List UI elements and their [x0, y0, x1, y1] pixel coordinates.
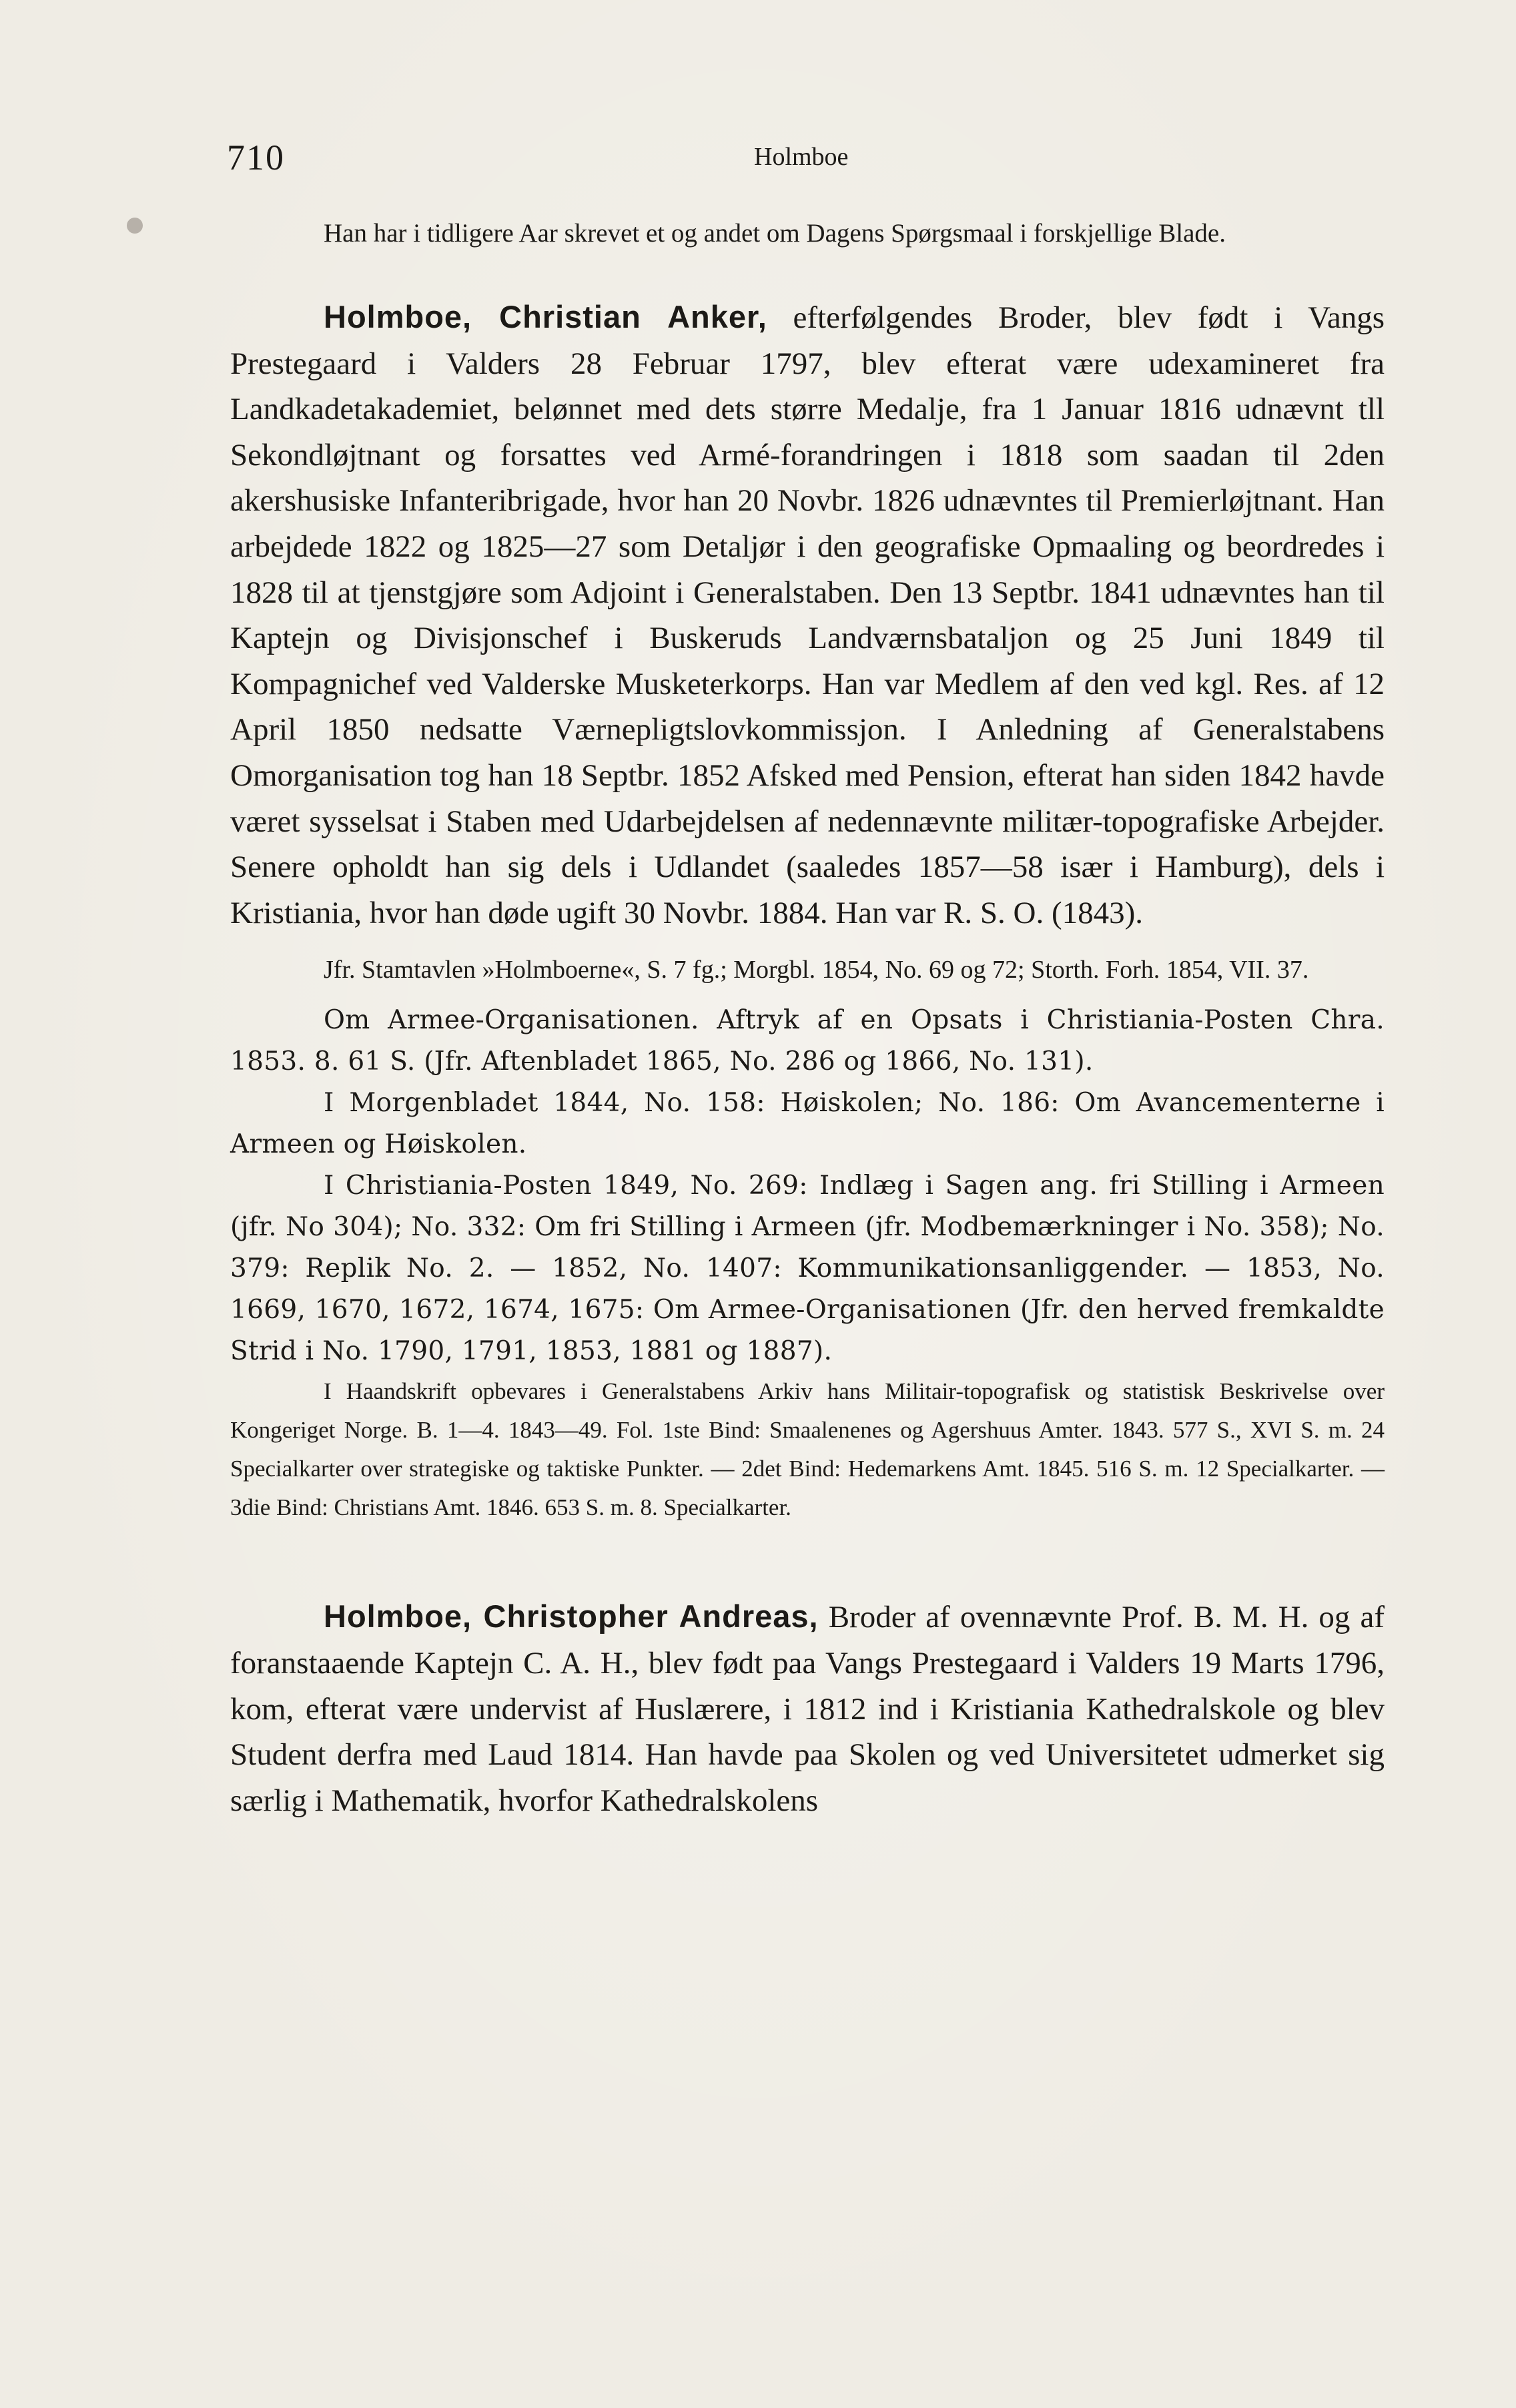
- entry-christian-anker: [230, 294, 1385, 936]
- intro-paragraph: Han har i tidligere Aar skrevet et og andet om Dagens Spørgsmaal i forskjellige Blade.: [324, 219, 1226, 248]
- margin-mark: [127, 218, 143, 234]
- entry-body-christopher-andreas: Broder af ovennævnte Prof. B. M. H. og af foranstaaende Kaptejn C. A. H., blev født paa Vangs Prestegaard i Valders 19 Marts 1796, kom, efterat være undervist af Huslærere, i 1812 ind i Kristiania Kathedralskole og blev Student derfra med Laud 1814. Han havde paa Skolen og ved Universitetet udmerket sig særlig i Mathematik, hvorfor Kathedralskolens: [230, 1600, 1385, 1818]
- work-item: Om Armee-Organisationen. Aftryk af en Opsats i Christiania-Posten Chra. 1853. 8. 61 S. (Jfr. Aftenbladet 1865, No. 286 og 1866, No. 131).: [230, 1005, 1385, 1077]
- work-item: I Christiania-Posten 1849, No. 269: Indlæg i Sagen ang. fri Stilling i Armeen (jfr. No 304); No. 332: Om fri Stilling i Armeen (jfr. Modbemærkninger i No. 358); No. 379: Replik No. 2. — 1852, No. 1407: Kommunikationsanliggender. — 1853, No. 1669, 1670, 1672, 1674, 1675: Om Armee-Organisationen (Jfr. den herved fremkaldte Strid i No. 1790, 1791, 1853, 1881 og 1887).: [230, 1171, 1385, 1367]
- entry-body-christian-anker: efterfølgendes Broder, blev født i Vangs Prestegaard i Valders 28 Februar 1797, blev efterat være udexamineret fra Landkadetakademiet, belønnet med dets større Medalje, fra 1 Januar 1816 udnævnt tll Sekondløjtnant og forsattes ved Armé-forandringen i 1818 som saadan til 2den akershusiske Infanteribrigade, hvor han 20 Novbr. 1826 udnævntes til Premierløjtnant. Han arbejdede 1822 og 1825—27 som Detaljør i den geografiske Opmaaling og beordredes i 1828 til at tjenstgjøre som Adjoint i Generalstaben. Den 13 Septbr. 1841 udnævntes han til Kaptejn og Divisjonschef i Buskeruds Landværnsbataljon og 25 Juni 1849 til Kompagnichef ved Valderske Musketerkorps. Han var Medlem af den ved kgl. Res. af 12 April 1850 nedsatte Værnepligtslovkommissjon. I Anledning af Generalstabens Omorganisation tog han 18 Septbr. 1852 Afsked med Pension, efterat han siden 1842 havde været sysselsat i Staben med Udarbejdelsen af nedennævnte militær-topografiske Arbejder. Senere opholdt han sig dels i Udlandet (saaledes 1857—58 især i Hamburg), dels i Kristiania, hvor han døde ugift 30 Novbr. 1884. Han var R. S. O. (1843).: [230, 300, 1385, 930]
- text-column: [230, 212, 1385, 1823]
- running-head: Holmboe: [754, 143, 849, 171]
- manuscript-note: I Haandskrift opbevares i Generalstabens Arkiv hans Militair-topografisk og statistisk Beskrivelse over Kongeriget Norge. B. 1—4. 1843—49. Fol. 1ste Bind: Smaalenenes og Agershuus Amter. 1843. 577 S., XVI S. m. 24 Specialkarter over strategiske og taktiske Punkter. — 2det Bind: Hedemarkens Amt. 1845. 516 S. m. 12 Specialkarter. — 3die Bind: Christians Amt. 1846. 653 S. m. 8. Specialkarter.: [230, 1378, 1385, 1521]
- page-header: [227, 137, 1388, 184]
- page-number: 710: [227, 137, 285, 178]
- entry-christopher-andreas: [230, 1594, 1385, 1823]
- work-item: I Morgenbladet 1844, No. 158: Høiskolen; No. 186: Om Avancementerne i Armeen og Høiskolen.: [230, 1088, 1385, 1160]
- entry-name-christopher-andreas: Holmboe, Christopher Andreas,: [324, 1598, 819, 1634]
- entry-name-christian-anker: Holmboe, Christian Anker,: [324, 299, 767, 334]
- references-paragraph: Jfr. Stamtavlen »Holmboerne«, S. 7 fg.; Morgbl. 1854, No. 69 og 72; Storth. Forh. 1854, VII. 37.: [324, 956, 1309, 984]
